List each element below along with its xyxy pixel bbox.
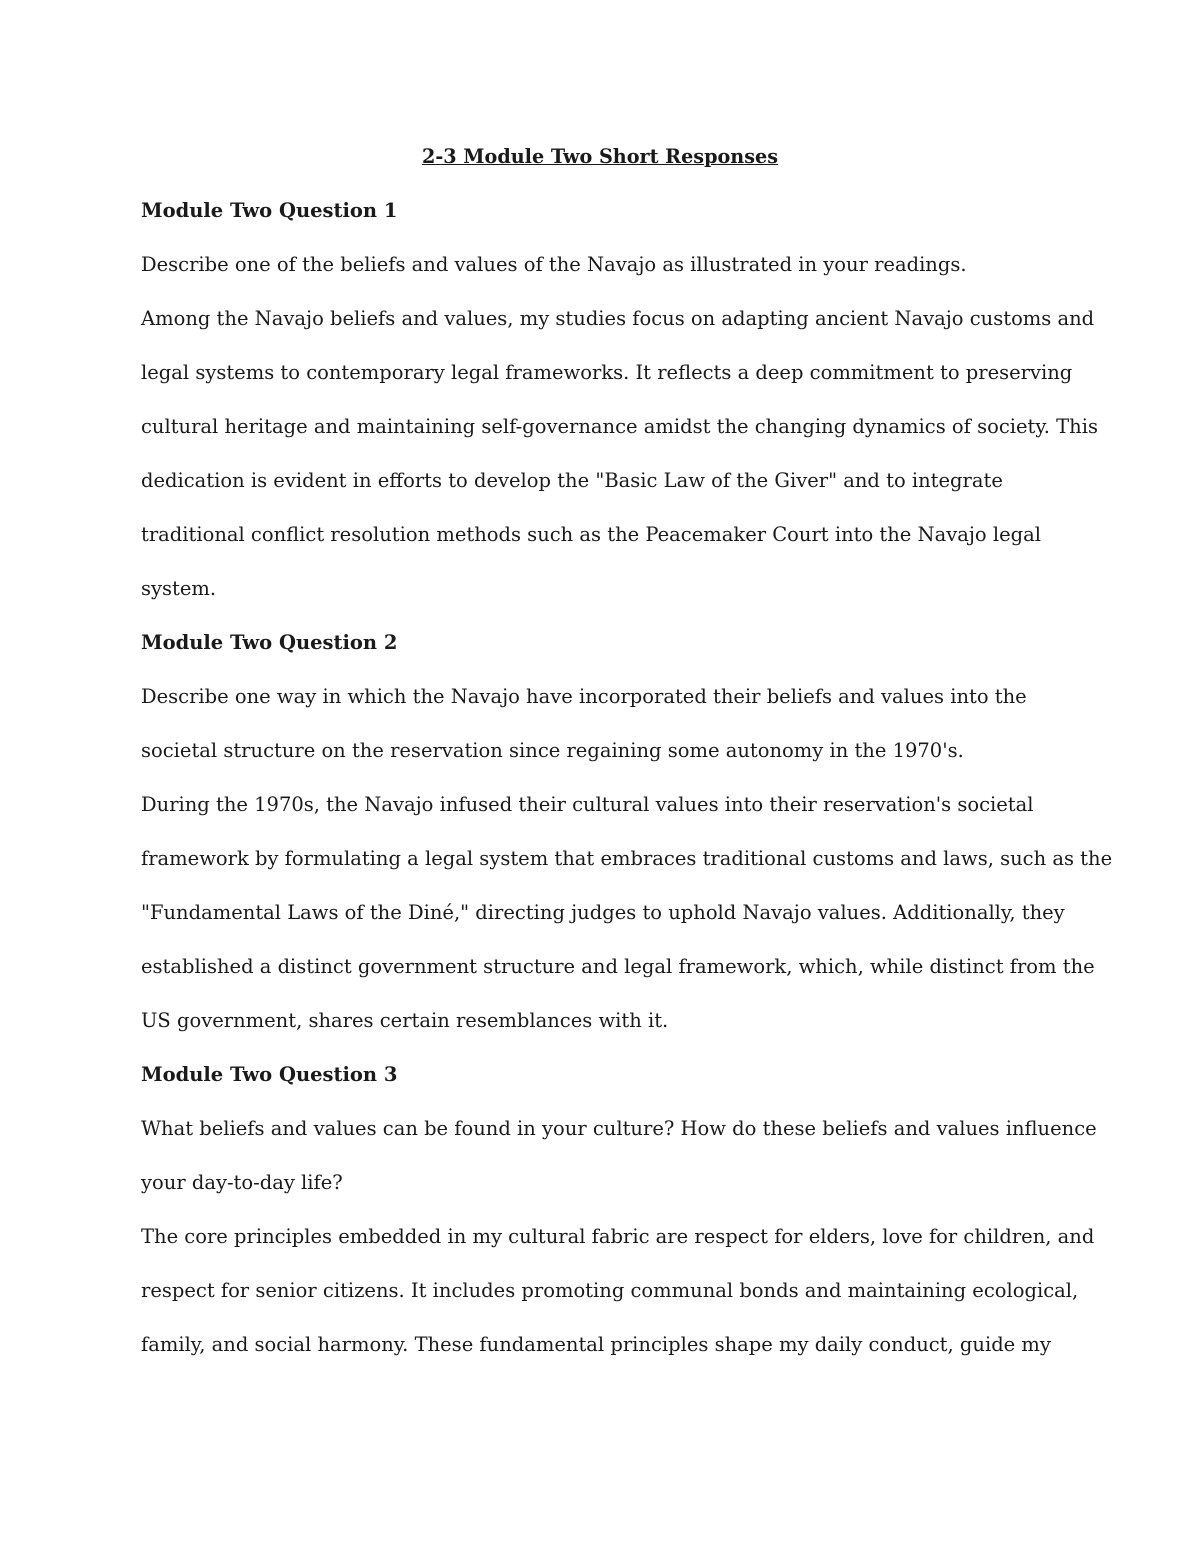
section-1-answer-line: traditional conflict resolution methods such as the Peacemaker Court into the Navajo legal — [141, 523, 1041, 546]
section-2-question-line: Describe one way in which the Navajo have incorporated their beliefs and values into the — [141, 685, 1027, 708]
section-2-heading: Module Two Question 2 — [141, 631, 398, 654]
section-2-answer-line: framework by formulating a legal system that embraces traditional customs and laws, such as the — [141, 847, 1113, 870]
section-2-answer-line: established a distinct government structure and legal framework, which, while distinct from the — [141, 955, 1095, 978]
section-1-answer-line: dedication is evident in efforts to develop the "Basic Law of the Giver" and to integrate — [141, 469, 1003, 492]
section-1-answer-line: Among the Navajo beliefs and values, my studies focus on adapting ancient Navajo customs and — [141, 307, 1095, 330]
section-3-question-line: your day-to-day life? — [141, 1171, 343, 1194]
section-3-answer-line: respect for senior citizens. It includes promoting communal bonds and maintaining ecological, — [141, 1279, 1079, 1302]
section-3-answer-line: family, and social harmony. These fundamental principles shape my daily conduct, guide my — [141, 1333, 1051, 1356]
section-1-question-line: Describe one of the beliefs and values of the Navajo as illustrated in your readings. — [141, 253, 967, 276]
section-1-answer-line: legal systems to contemporary legal frameworks. It reflects a deep commitment to preserving — [141, 361, 1073, 384]
section-1-answer-line: cultural heritage and maintaining self-governance amidst the changing dynamics of society. This — [141, 415, 1098, 438]
section-2-answer-line: During the 1970s, the Navajo infused their cultural values into their reservation's societal — [141, 793, 1034, 816]
section-3-heading: Module Two Question 3 — [141, 1063, 398, 1086]
section-2-question-line: societal structure on the reservation since regaining some autonomy in the 1970's. — [141, 739, 964, 762]
section-3-answer-line: The core principles embedded in my cultural fabric are respect for elders, love for children, and — [141, 1225, 1095, 1248]
section-1-heading: Module Two Question 1 — [141, 199, 398, 222]
document-title: 2-3 Module Two Short Responses — [422, 145, 778, 168]
section-2-answer-line: "Fundamental Laws of the Diné," directing judges to uphold Navajo values. Additionally, they — [141, 901, 1065, 924]
section-2-answer-line: US government, shares certain resemblances with it. — [141, 1009, 669, 1032]
section-3-question-line: What beliefs and values can be found in your culture? How do these beliefs and values influence — [141, 1117, 1097, 1140]
section-1-answer-line: system. — [141, 577, 217, 600]
